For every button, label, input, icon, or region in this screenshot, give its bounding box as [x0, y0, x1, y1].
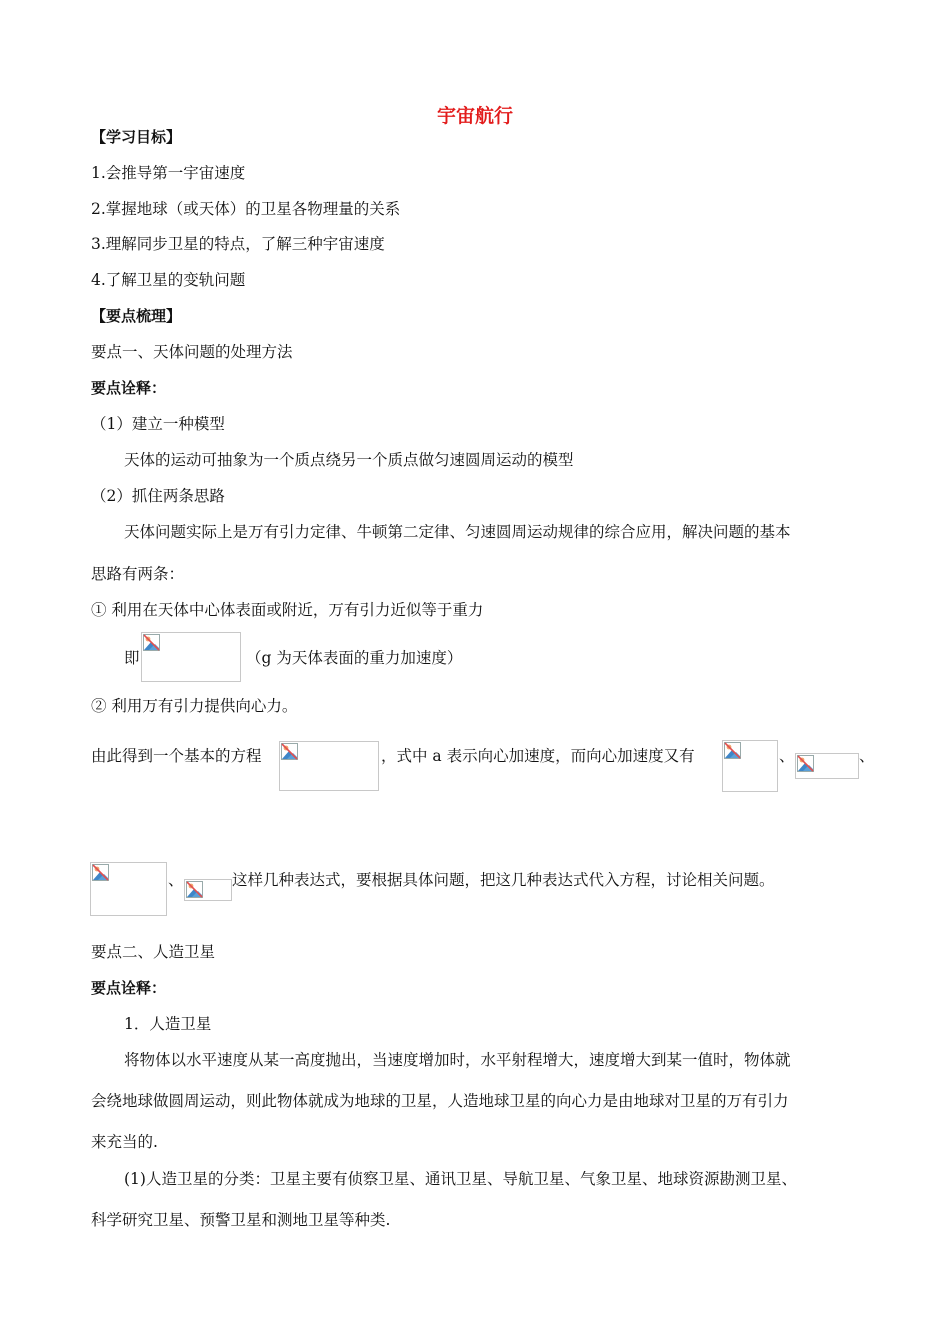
goal-item: 2.掌握地球（或天体）的卫星各物理量的关系 — [91, 200, 401, 218]
paragraph: 即 — [124, 649, 140, 667]
formula-image — [279, 741, 379, 791]
paragraph: 将物体以水平速度从某一高度抛出，当速度增加时，水平射程增大，速度增大到某一值时，物体就 — [124, 1051, 791, 1069]
paragraph: 天体问题实际上是万有引力定律、牛顿第二定律、匀速圆周运动规律的综合应用，解决问题的基本 — [124, 523, 791, 541]
paragraph: ② 利用万有引力提供向心力。 — [91, 697, 298, 715]
sub-heading: （2）抓住两条思路 — [91, 487, 225, 505]
paragraph: 天体的运动可抽象为一个质点绕另一个质点做匀速圆周运动的模型 — [124, 451, 574, 469]
broken-image-icon — [92, 864, 109, 881]
formula-image — [795, 753, 859, 779]
paragraph: ① 利用在天体中心体表面或附近，万有引力近似等于重力 — [91, 601, 484, 619]
explain-label: 要点诠释： — [91, 379, 167, 397]
paragraph: 会绕地球做圆周运动，则此物体就成为地球的卫星，人造地球卫星的向心力是由地球对卫星的万有引力 — [91, 1092, 789, 1110]
separator: 、 — [779, 747, 795, 765]
formula-image — [722, 740, 778, 792]
point-heading: 要点一、天体问题的处理方法 — [91, 343, 293, 361]
separator: 、 — [168, 871, 184, 889]
broken-image-icon — [797, 755, 814, 772]
explain-label: 要点诠释： — [91, 979, 167, 997]
page-title: 宇宙航行 — [436, 105, 513, 127]
broken-image-icon — [186, 881, 203, 898]
paragraph: 科学研究卫星、预警卫星和测地卫星等种类. — [91, 1211, 391, 1229]
sub-heading: 1．人造卫星 — [124, 1015, 212, 1033]
paragraph: ，式中 a 表示向心加速度，而向心加速度又有 — [381, 747, 695, 765]
formula-image — [90, 862, 167, 916]
goal-item: 3.理解同步卫星的特点，了解三种宇宙速度 — [91, 235, 385, 253]
paragraph: (1)人造卫星的分类：卫星主要有侦察卫星、通讯卫星、导航卫星、气象卫星、地球资源勘测卫星、 — [124, 1170, 797, 1188]
paragraph: （g 为天体表面的重力加速度） — [246, 649, 463, 667]
paragraph: 这样几种表达式，要根据具体问题，把这几种表达式代入方程，讨论相关问题。 — [232, 871, 775, 889]
goal-item: 1.会推导第一宇宙速度 — [91, 164, 246, 182]
sub-heading: （1）建立一种模型 — [91, 415, 225, 433]
goal-item: 4.了解卫星的变轨问题 — [91, 271, 246, 289]
section-header-goals: 【学习目标】 — [91, 128, 182, 146]
paragraph: 由此得到一个基本的方程 — [91, 747, 262, 765]
section-header-points: 【要点梳理】 — [91, 307, 182, 325]
formula-image — [141, 632, 241, 682]
point-heading: 要点二、人造卫星 — [91, 943, 216, 961]
broken-image-icon — [143, 634, 160, 651]
separator: 、 — [859, 747, 875, 765]
paragraph: 思路有两条： — [91, 565, 185, 583]
paragraph: 来充当的. — [91, 1133, 158, 1151]
formula-image — [184, 879, 232, 901]
broken-image-icon — [724, 742, 741, 759]
broken-image-icon — [281, 743, 298, 760]
